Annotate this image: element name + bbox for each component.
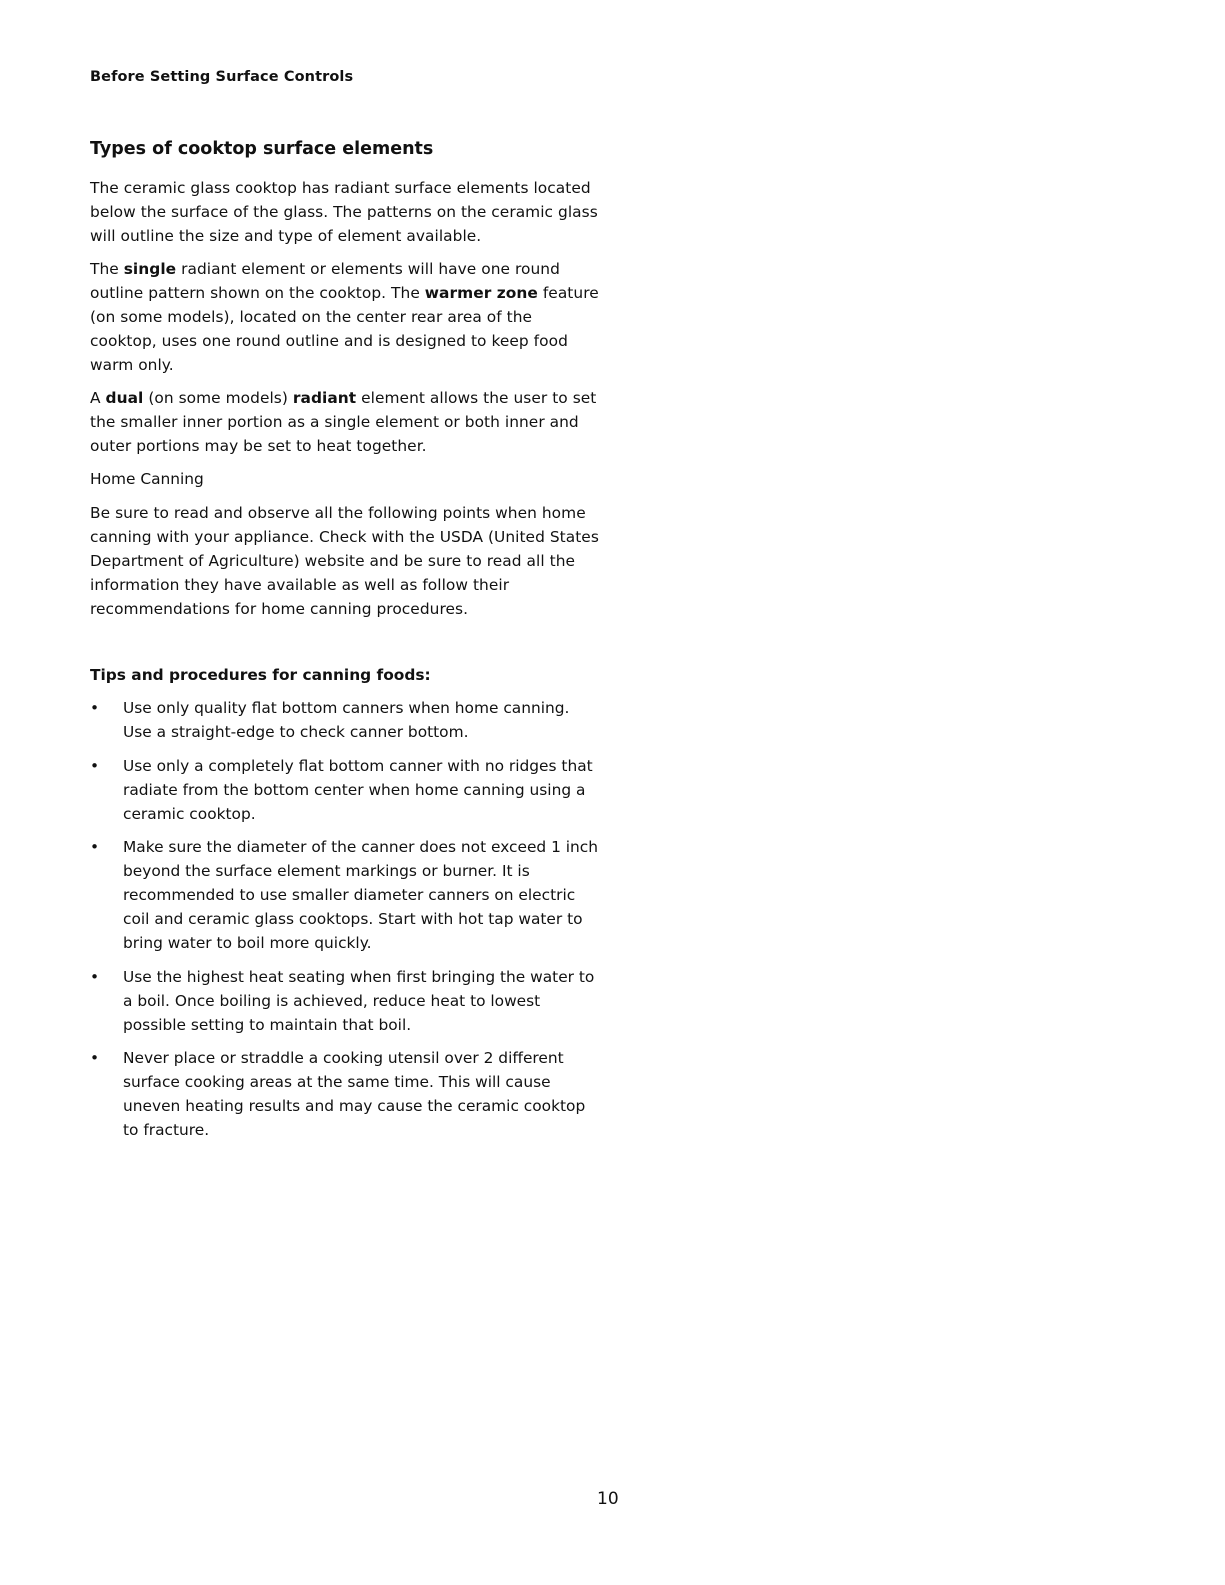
tips-list — [90, 696, 600, 1152]
page-number: 10 — [597, 1489, 619, 1509]
bold-term-dual: dual — [105, 389, 144, 407]
text-segment: feature (on some models), located on the center rear area of the cooktop, uses one round outline and is designed to keep food warm only. — [90, 284, 599, 374]
text-segment: The — [90, 260, 124, 278]
running-header: Before Setting Surface Controls — [90, 69, 354, 85]
section-title: Types of cooktop surface elements — [90, 139, 434, 159]
cooktop-intro-paragraph: The ceramic glass cooktop has radiant surface elements located below the surface of the glass. The patterns on the ceramic glass will outline the size and type of element available. — [90, 179, 598, 245]
bold-term-warmer-zone: warmer zone — [424, 284, 538, 302]
home-canning-paragraph: Be sure to read and observe all the following points when home canning with your appliance. Check with the USDA (United States Department of Agriculture) website and be sure to read all the information they have available as well as follow their recommendations for home canning procedures. — [90, 504, 599, 618]
text-segment: (on some models) — [143, 389, 293, 407]
tips-heading: Tips and procedures for canning foods: — [90, 666, 431, 684]
text-segment: element allows the user to set the smaller inner portion as a single element or both inner and outer portions may be set to heat together. — [90, 389, 597, 455]
list-item — [90, 696, 600, 744]
text-segment: A — [90, 389, 106, 407]
list-item-text: Use only quality flat bottom canners when home canning. Use a straight-edge to check canner bottom. — [123, 699, 570, 741]
bullet-icon: • — [90, 838, 100, 856]
bullet-icon: • — [90, 699, 100, 717]
list-item-text: Never place or straddle a cooking utensil over 2 different surface cooking areas at the same time. This will cause uneven heating results and may cause the ceramic cooktop to fracture. — [123, 1049, 586, 1139]
bullet-icon: • — [90, 756, 100, 775]
home-canning-heading: Home Canning — [90, 470, 204, 488]
list-item-text: Use only a completely flat bottom canner with no ridges that radiate from the bottom center when home canning using a ceramic cooktop. — [123, 756, 593, 823]
list-item — [90, 1046, 600, 1142]
bold-term-radiant: radiant — [292, 389, 357, 407]
bullet-icon: • — [90, 1049, 100, 1067]
list-item — [90, 754, 600, 826]
list-item — [90, 835, 600, 955]
single-element-paragraph — [90, 257, 600, 377]
text-segment: radiant element or elements will have one round outline pattern shown on the cooktop. The — [90, 260, 560, 302]
list-item-text: Make sure the diameter of the canner does not exceed 1 inch beyond the surface element markings or burner. It is recommended to use smaller diameter canners on electric coil and ceramic glass cooktops. Start with hot tap water to bring water to boil more quickly. — [123, 838, 599, 952]
list-item-text: Use the highest heat seating when first bringing the water to a boil. Once boiling is achieved, reduce heat to lowest possible setting to maintain that boil. — [123, 967, 595, 1034]
bold-term-single: single — [123, 260, 177, 278]
list-item — [90, 965, 600, 1037]
bullet-icon: • — [90, 967, 100, 986]
dual-element-paragraph — [90, 386, 600, 458]
